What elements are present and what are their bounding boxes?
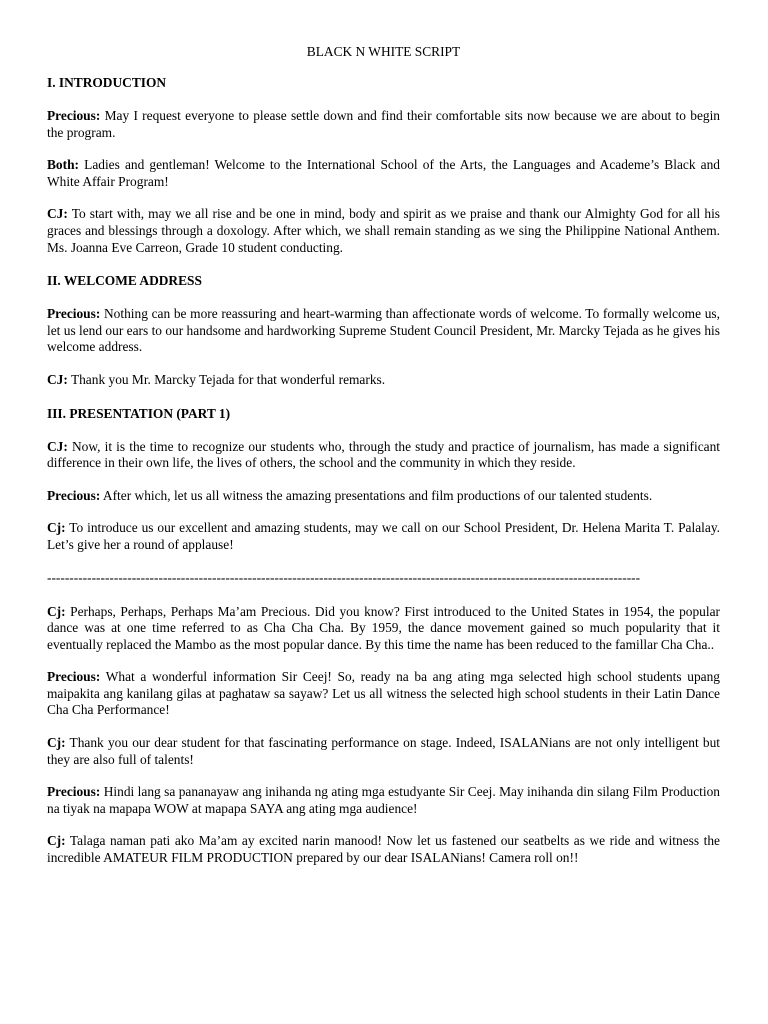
speaker-label: CJ:	[47, 206, 68, 222]
document-title: BLACK N WHITE SCRIPT	[306, 44, 461, 59]
line-text: Now, it is the time to recognize our students who, through the study and practice of journalism, has made a significant difference in their own life, the lives of others, the school and the community in which they reside.	[47, 438, 720, 471]
document-content	[47, 43, 720, 883]
line-text: May I request everyone to please settle down and find their comfortable sits now because we are about to begin the program.	[47, 108, 720, 140]
line-text: Ladies and gentleman! Welcome to the International School of the Arts, the Languages and Academe’s Black and White Affair Program!	[47, 157, 720, 189]
speaker-label: Precious:	[47, 108, 101, 123]
speaker-label: CJ:	[47, 438, 68, 454]
script-line	[47, 488, 720, 505]
speaker-label: Precious:	[47, 487, 101, 503]
line-text: Thank you our dear student for that fascinating performance on stage. Indeed, ISALANians are not only intelligent but they are also full of talents!	[47, 735, 720, 767]
script-line	[47, 735, 720, 768]
line-text: Perhaps, Perhaps, Perhaps Ma’am Precious. Did you know? First introduced to the United States in 1954, the popular dance was at one time referred to as Cha Cha Cha. By 1959, the dance movement gained so much popularity that it eventually replaced the Mambo as the most popular dance. By this time the name has been reduced to the famillar Cha Cha..	[47, 603, 720, 652]
script-line	[47, 157, 720, 190]
line-text: To start with, may we all rise and be one in mind, body and spirit as we praise and thank our Almighty God for all his graces and blessings through a doxology. After which, we shall remain standing as we sing the Philippine National Anthem. Ms. Joanna Eve Carreon, Grade 10 student conducting.	[47, 206, 721, 255]
script-line	[47, 108, 720, 141]
line-text: Nothing can be more reassuring and heart-warming than affectionate words of welcome. To formally welcome us, let us lend our ears to our handsome and hardworking Supreme Student Council President, Mr. Marcky Tejada as he gives his welcome address.	[47, 306, 720, 355]
script-line	[47, 372, 720, 389]
speaker-label: Cj:	[47, 735, 66, 751]
line-text: Thank you Mr. Marcky Tejada for that wonderful remarks.	[70, 371, 386, 387]
speaker-label: Both:	[47, 157, 79, 173]
speaker-label: Precious:	[47, 669, 101, 685]
dashed-divider: -------------------------------------------------------------------------------------------------------------------------------------	[47, 569, 641, 585]
line-text: After which, let us all witness the amazing presentations and film productions of our talented students.	[102, 487, 653, 503]
script-line	[47, 604, 720, 654]
speaker-label: Precious:	[47, 784, 101, 800]
section-heading-welcome-address: II. WELCOME ADDRESS	[47, 273, 202, 289]
speaker-label: Cj:	[47, 833, 66, 849]
section-heading-introduction: I. INTRODUCTION	[47, 75, 167, 90]
script-line	[47, 833, 720, 866]
speaker-label: Cj:	[47, 520, 66, 536]
script-line	[47, 669, 720, 719]
script-line	[47, 206, 720, 256]
speaker-label: Cj:	[47, 603, 66, 619]
script-line	[47, 784, 720, 817]
line-text: Hindi lang sa pananayaw ang inihanda ng ating mga estudyante Sir Ceej. May inihanda din silang Film Production na tiyak na mapapa WOW at mapapa SAYA ang ating mga audience!	[47, 784, 720, 816]
script-line	[47, 306, 720, 356]
speaker-label: Precious:	[47, 306, 101, 322]
speaker-label: CJ:	[47, 371, 68, 387]
line-text: To introduce us our excellent and amazing students, may we call on our School President, Dr. Helena Marita T. Palalay. Let’s give her a round of applause!	[47, 520, 721, 552]
script-line	[47, 439, 720, 472]
section-heading-presentation-part-1: III. PRESENTATION (PART 1)	[47, 405, 231, 421]
line-text: What a wonderful information Sir Ceej! So, ready na ba ang ating mga selected high school students upang maipakita ang kanilang gilas at paghataw sa sayaw? Let us all witness the selected high school students in their Latin Dance Cha Cha Performance!	[47, 669, 720, 718]
line-text: Talaga naman pati ako Ma’am ay excited narin manood! Now let us fastened our seatbelts as we ride and witness the incredible AMATEUR FILM PRODUCTION prepared by our dear ISALANians! Camera roll on!!	[47, 833, 720, 866]
script-line	[47, 520, 720, 553]
